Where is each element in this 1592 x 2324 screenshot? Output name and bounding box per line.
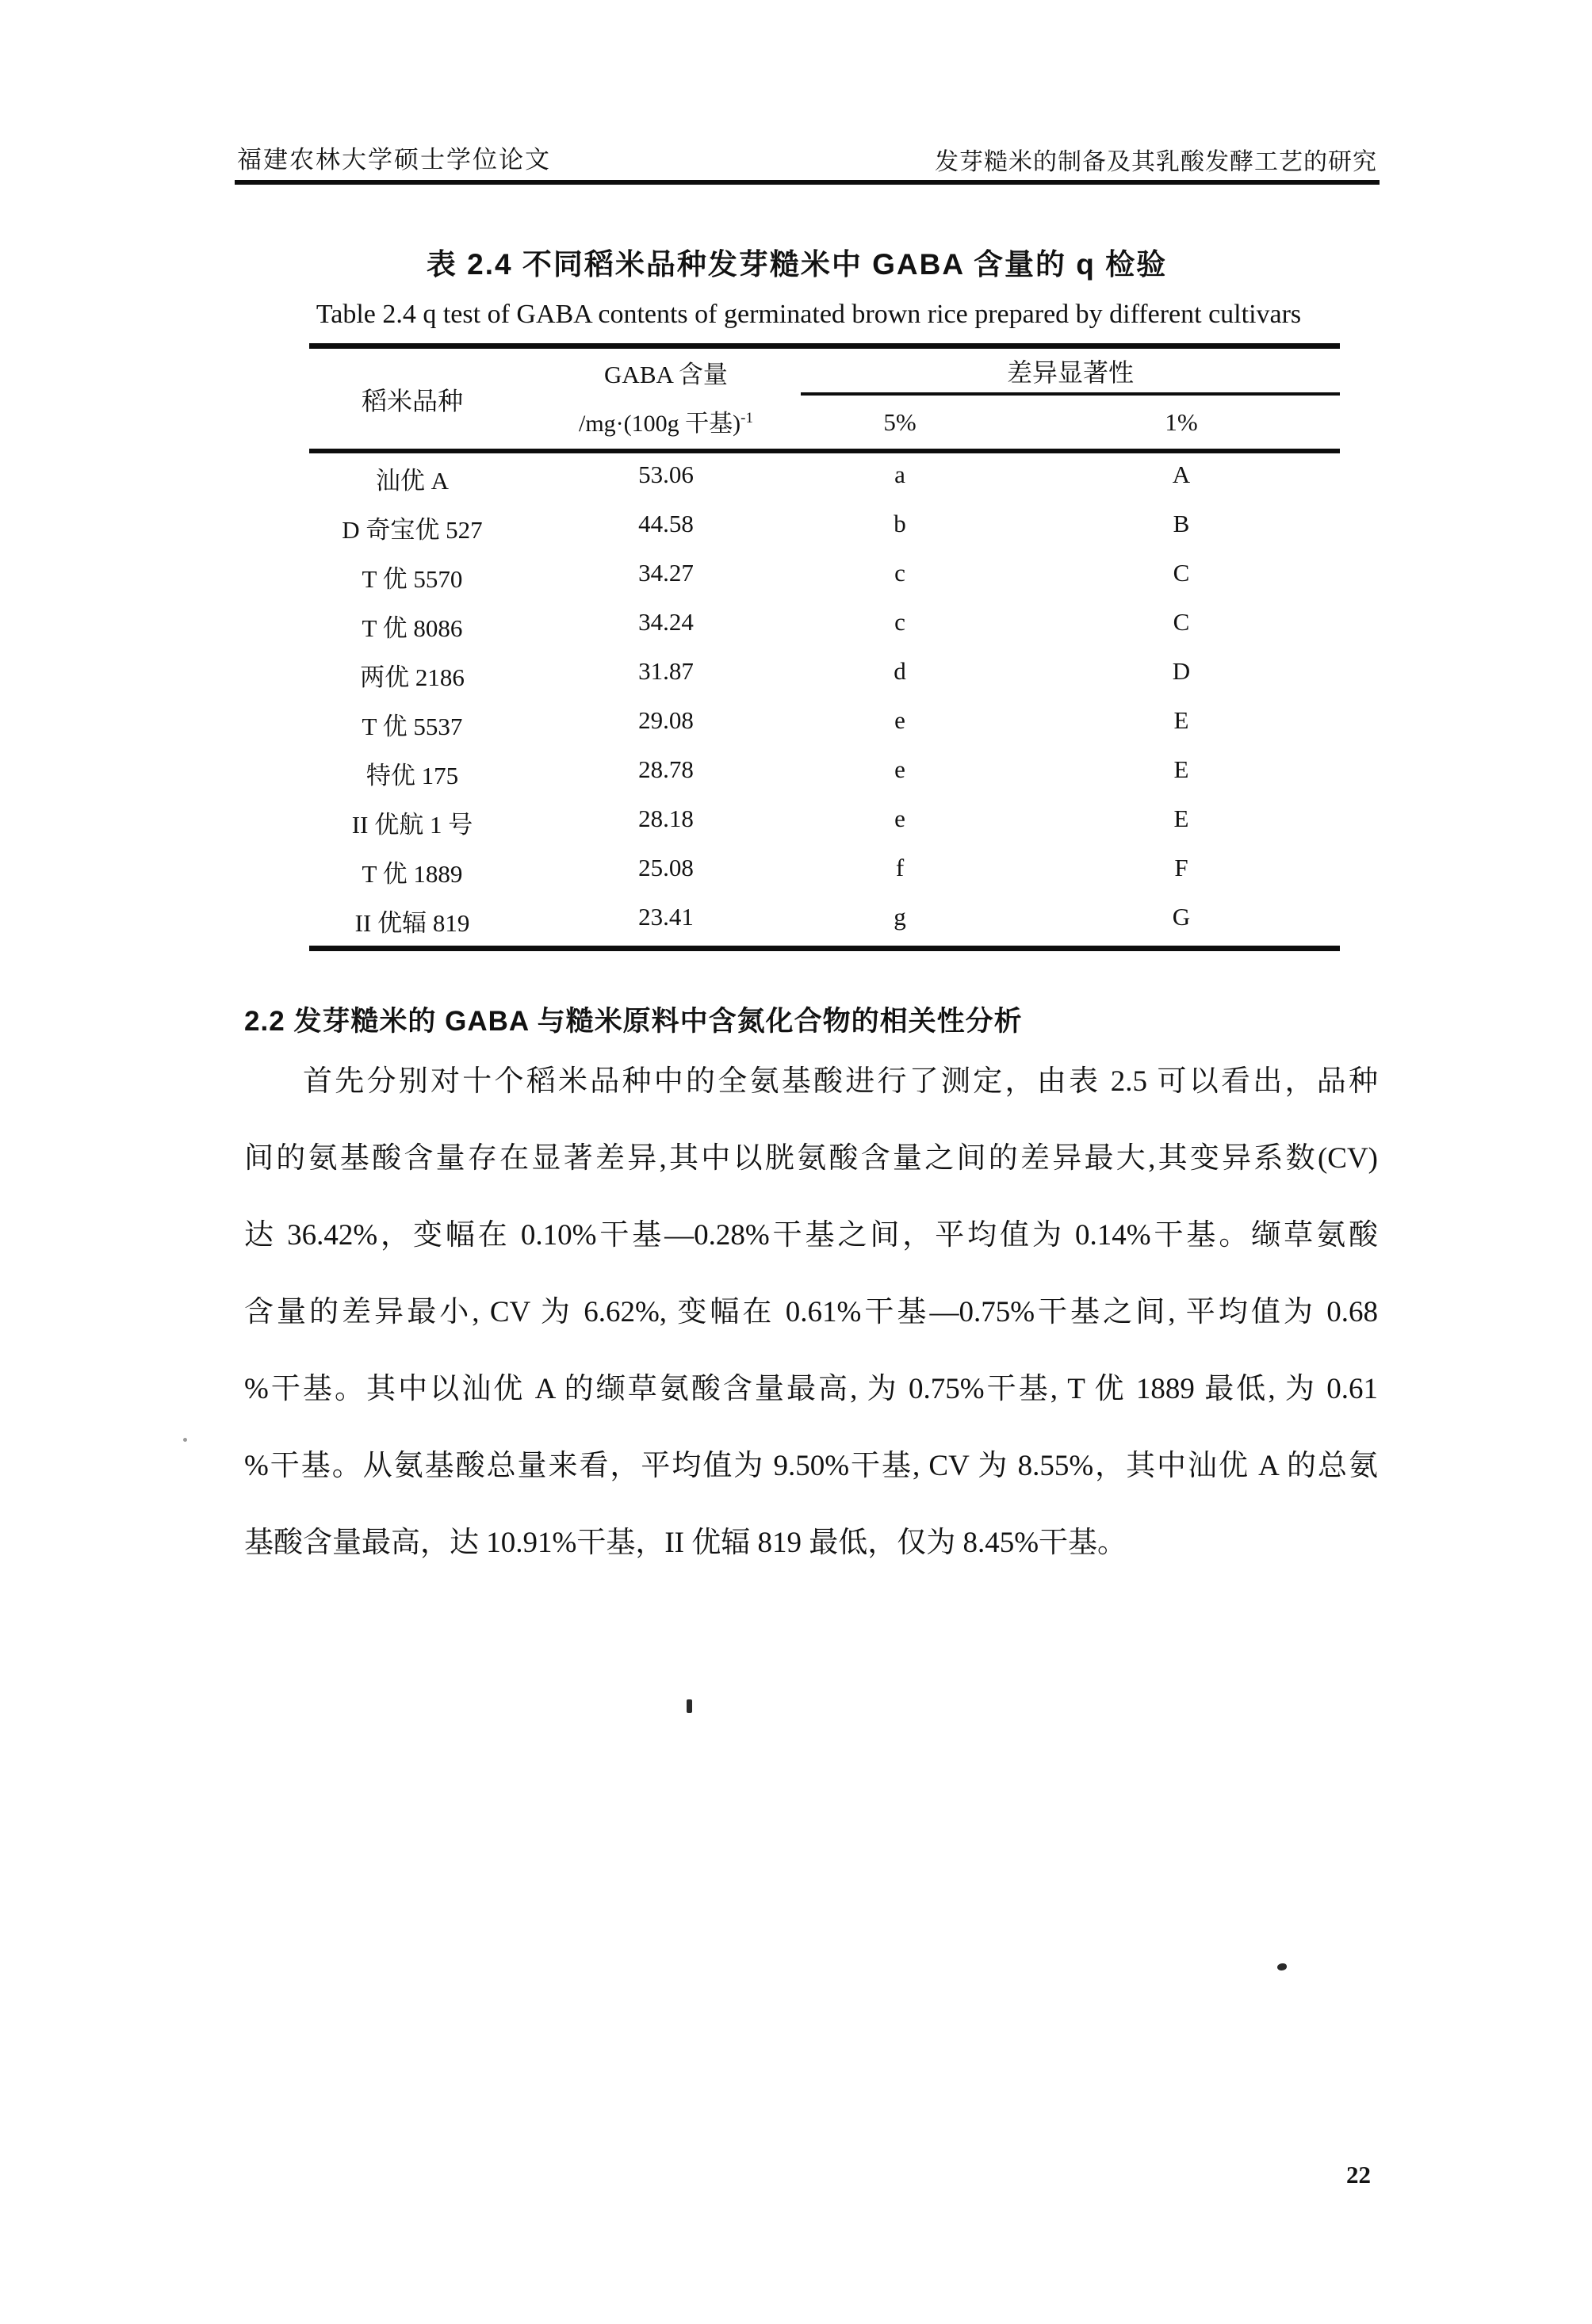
cell-cultivar: II 优航 1 号 [351,811,473,839]
cell-sig1: G [1172,903,1191,931]
cell-sig5: c [894,559,905,587]
gaba-unit-exponent: -1 [741,410,753,426]
column-header-gaba: GABA 含量 [604,361,728,388]
cell-cultivar: 汕优 A [375,467,450,495]
column-header-sig1: 1% [1165,408,1198,436]
cell-cultivar: T 优 5537 [362,713,463,740]
cell-cultivar: T 优 5570 [362,565,463,593]
paragraph-line: %干基。其中以汕优 A 的缬草氨酸含量最高, 为 0.75%干基, T 优 1889 最低, 为 0.61 [244,1373,1378,1405]
page-number: 22 [1346,2161,1371,2188]
cell-sig5: g [894,903,906,931]
table-row [309,454,1340,503]
cell-sig1: E [1173,755,1189,783]
column-header-gaba-unit [539,403,793,438]
gaba-unit-text: /mg·(100g 干基) [579,411,741,437]
cell-sig5: e [894,706,905,734]
cell-gaba: 44.58 [638,510,694,537]
section-heading: 2.2 发芽糙米的 GABA 与糙米原料中含氮化合物的相关性分析 [244,1006,1023,1037]
cell-sig1: F [1174,854,1188,881]
cell-sig1: A [1172,461,1191,488]
cell-sig5: b [894,510,906,537]
cell-sig1: D [1172,657,1191,685]
cell-sig1: E [1173,805,1189,832]
cell-sig5: c [894,608,905,636]
table-rule-bottom [309,946,1340,951]
scan-artifact [183,1438,187,1442]
column-header-sig5: 5% [883,408,917,436]
cell-gaba: 34.27 [638,559,694,587]
cell-gaba: 29.08 [638,706,694,734]
cell-cultivar: 两优 2186 [360,663,465,691]
table-row [309,896,1340,946]
cell-cultivar: T 优 8086 [362,614,463,642]
cell-gaba: 28.18 [638,805,694,832]
cell-gaba: 34.24 [638,608,694,636]
paragraph-line: 间的氨基酸含量存在显著差异,其中以胱氨酸含量之间的差异最大,其变异系数(CV) [244,1142,1378,1175]
cell-sig5: e [894,805,905,832]
paragraph-line: 含量的差异最小, CV 为 6.62%, 变幅在 0.61%干基—0.75%干基之间, 平均值为 0.68 [244,1296,1378,1328]
table-rule-header-bottom [309,449,1340,453]
header-divider [235,180,1380,185]
cell-sig1: C [1173,559,1190,587]
cell-gaba: 53.06 [638,461,694,488]
paragraph-line: 首先分别对十个稻米品种中的全氨基酸进行了测定，由表 2.5 可以看出，品种 [303,1065,1378,1098]
header-right-text: 发芽糙米的制备及其乳酸发酵工艺的研究 [935,149,1377,175]
cell-cultivar: 特优 175 [365,762,459,789]
table-rule-significance [801,392,1340,396]
paragraph-line: 基酸含量最高，达 10.91%干基，II 优辐 819 最低，仅为 8.45%干基。 [244,1527,1127,1559]
cell-sig1: B [1173,510,1190,537]
table-row [309,552,1340,602]
cell-cultivar: II 优辐 819 [354,909,470,937]
cell-sig5: f [895,854,905,881]
cell-cultivar: T 优 1889 [362,860,463,888]
table-body [309,454,1340,946]
section-paragraph [244,1043,1378,1581]
column-header-significance: 差异显著性 [1006,358,1134,387]
column-header-cultivar: 稻米品种 [361,387,463,415]
header-left-text: 福建农林大学硕士学位论文 [237,146,551,174]
scan-artifact [687,1699,692,1713]
table-row [309,503,1340,552]
table-row [309,602,1340,651]
cell-gaba: 28.78 [638,755,694,783]
cell-sig1: E [1173,706,1189,734]
table-title-zh: 表 2.4 不同稻米品种发芽糙米中 GABA 含量的 q 检验 [426,248,1168,281]
scan-artifact [1277,1963,1287,1970]
table-rule-top [309,343,1340,349]
cell-gaba: 23.41 [638,903,694,931]
cell-sig1: C [1173,608,1190,636]
cell-sig5: e [894,755,905,783]
cell-sig5: d [894,657,906,685]
paragraph-line: %干基。从氨基酸总量来看，平均值为 9.50%干基, CV 为 8.55%，其中汕优 A 的总氨 [244,1450,1378,1482]
cell-gaba: 25.08 [638,854,694,881]
cell-sig5: a [894,461,905,488]
table-row [309,651,1340,700]
table-row [309,847,1340,896]
table-row [309,749,1340,798]
cell-gaba: 31.87 [638,657,694,685]
table-title-en: Table 2.4 q test of GABA contents of germinated brown rice prepared by different cultivars [316,300,1302,329]
paragraph-line: 达 36.42%，变幅在 0.10%干基—0.28%干基之间，平均值为 0.14%干基。缬草氨酸 [244,1219,1378,1252]
gaba-qtest-table [309,343,1340,954]
table-row [309,798,1340,847]
table-row [309,700,1340,749]
cell-cultivar: D 奇宝优 527 [342,516,483,544]
